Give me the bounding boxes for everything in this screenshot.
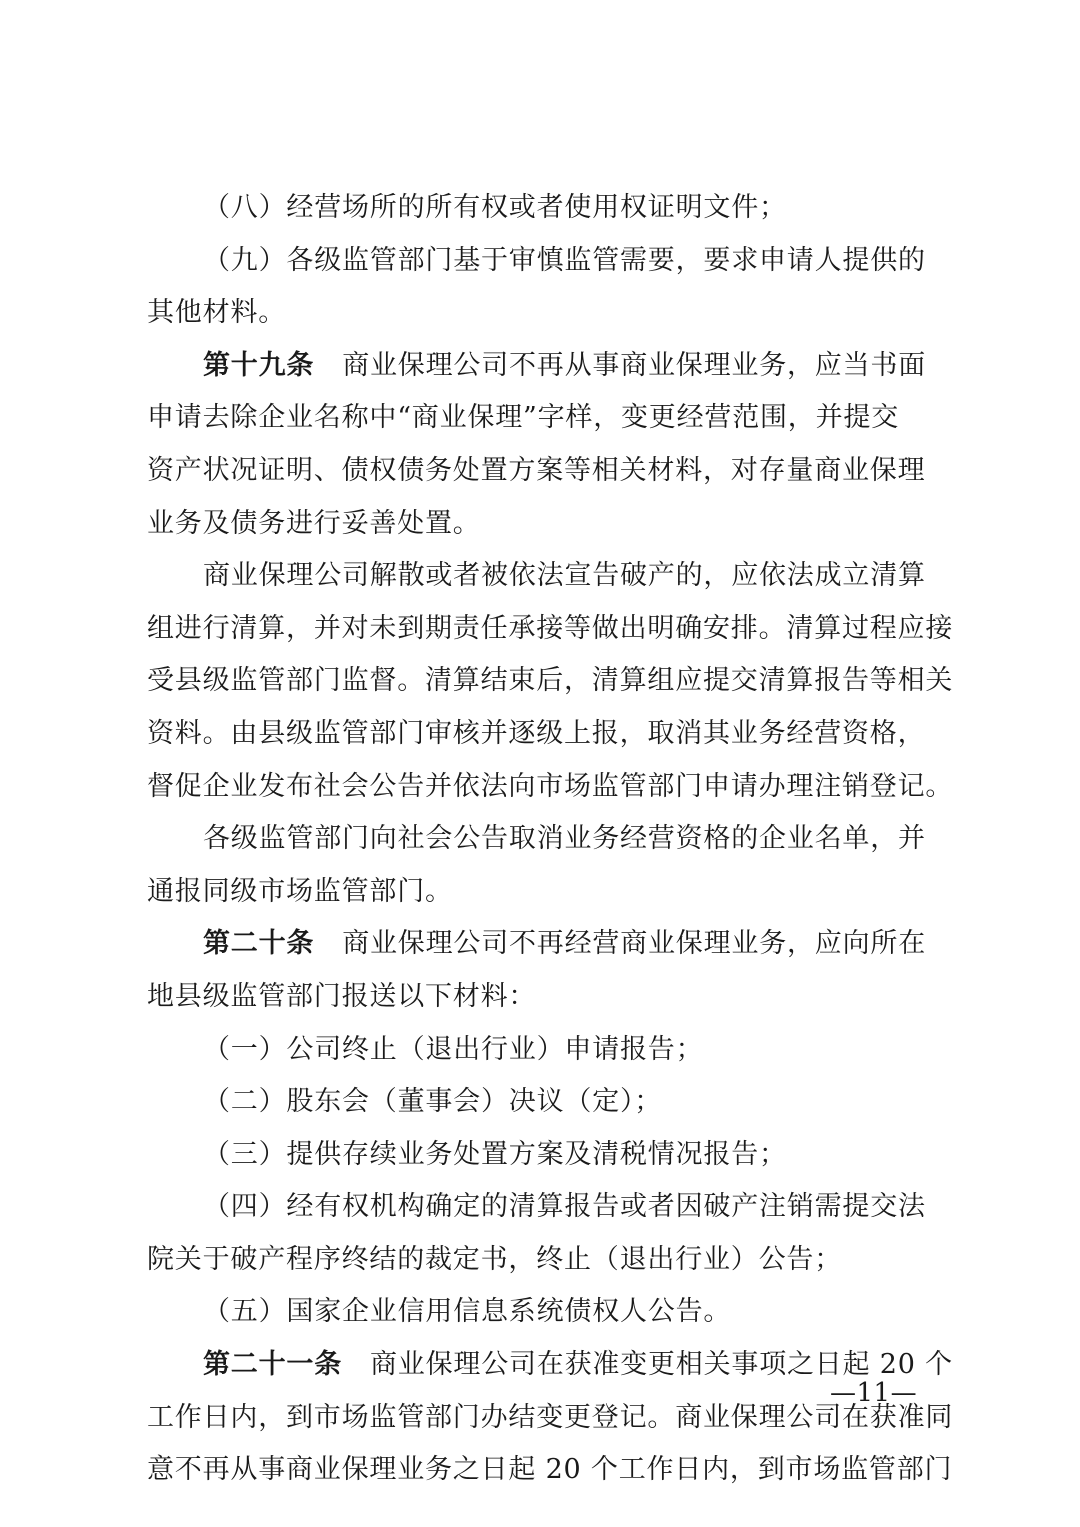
text-fragment: 商业保理公司不再从事商业保理业务，应当书面 (342, 349, 927, 381)
text-line: 各级监管部门向社会公告取消业务经营资格的企业名单，并 (203, 823, 926, 855)
text-line: 督促企业发布社会公告并依法向市场监管部门申请办理注销登记。 (147, 770, 954, 802)
text-line: 通报同级市场监管部门。 (147, 875, 453, 907)
article-20-line (147, 918, 937, 971)
text-line: 其他材料。 (147, 297, 286, 329)
text-fragment: 商业保理公司在获准变更相关事项之日起 20 个 (370, 1349, 953, 1381)
article-20-heading: 第二十条 (203, 928, 315, 960)
text-line: 意不再从事商业保理业务之日起 20 个工作日内，到市场监管部门 (147, 1454, 953, 1486)
text-line: 地县级监管部门报送以下材料： (147, 980, 537, 1012)
text-line: （四）经有权机构确定的清算报告或者因破产注销需提交法 (203, 1191, 926, 1223)
text-line: （五）国家企业信用信息系统债权人公告。 (203, 1296, 732, 1328)
article-19-line (147, 340, 937, 393)
text-line: 申请去除企业名称中“商业保理”字样，变更经营范围，并提交 (147, 402, 900, 434)
text-line: 商业保理公司解散或者被依法宣告破产的，应依法成立清算 (203, 560, 926, 592)
text-line: 资产状况证明、债权债务处置方案等相关材料，对存量商业保理 (147, 454, 926, 486)
text-line: （一）公司终止（退出行业）申请报告； (203, 1033, 704, 1065)
text-line: 业务及债务进行妥善处置。 (147, 507, 481, 539)
text-line: 院关于破产程序终结的裁定书，终止（退出行业）公告； (147, 1243, 842, 1275)
text-line: （三）提供存续业务处置方案及清税情况报告； (203, 1138, 787, 1170)
article-21-heading: 第二十一条 (203, 1349, 342, 1381)
text-line: 组进行清算，并对未到期责任承接等做出明确安排。清算过程应接 (147, 612, 954, 644)
page-number: —11— (830, 1378, 918, 1408)
text-line: （九）各级监管部门基于审慎监管需要，要求申请人提供的 (203, 244, 926, 276)
text-line: 工作日内，到市场监管部门办结变更登记。商业保理公司在获准同 (147, 1401, 954, 1433)
text-line: （二）股东会（董事会）决议（定）； (203, 1086, 663, 1118)
text-line: 受县级监管部门监督。清算结束后，清算组应提交清算报告等相关 (147, 665, 954, 697)
text-line: （八）经营场所的所有权或者使用权证明文件； (203, 192, 787, 223)
article-19-heading: 第十九条 (203, 349, 315, 381)
text-fragment: 商业保理公司不再经营商业保理业务，应向所在 (342, 928, 927, 960)
text-line: 资料。由县级监管部门审核并逐级上报，取消其业务经营资格， (147, 717, 926, 749)
article-21-line (147, 1339, 953, 1392)
document-body (147, 182, 954, 1497)
